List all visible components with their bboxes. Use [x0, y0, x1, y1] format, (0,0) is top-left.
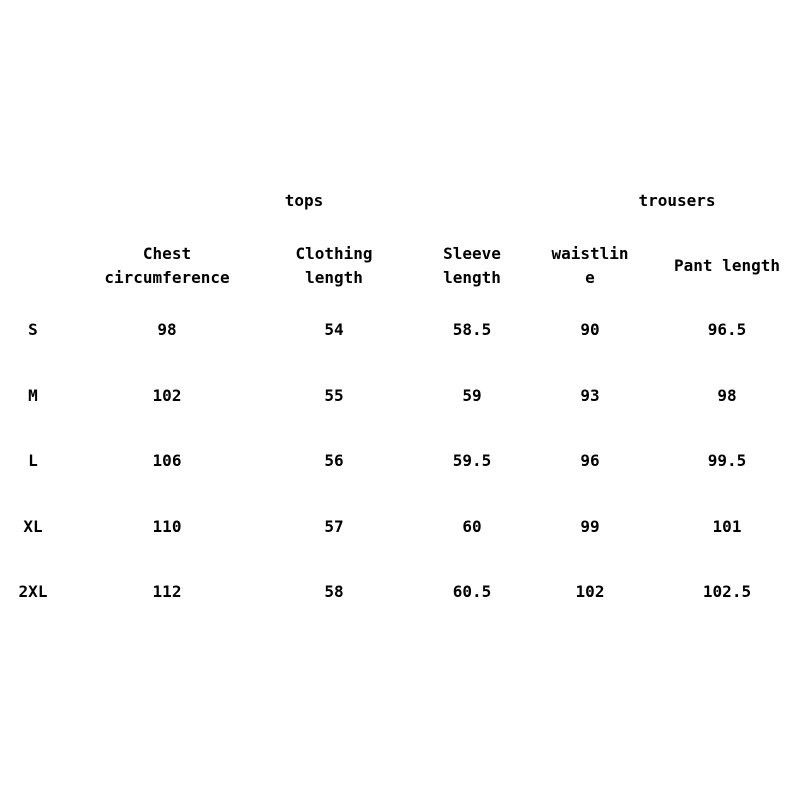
column-header-line: Clothing — [295, 244, 373, 263]
table-cell: 60 — [462, 517, 482, 536]
column-header-line: circumference — [104, 268, 230, 287]
table-cell: 96 — [580, 451, 600, 470]
size-label: M — [28, 386, 38, 405]
table-cell: 57 — [324, 517, 344, 536]
size-label: XL — [23, 517, 43, 536]
table-cell: 59.5 — [452, 451, 492, 470]
column-header-line: e — [585, 268, 595, 287]
column-header-clothing-length — [295, 238, 372, 294]
column-header-sleeve-length — [443, 238, 501, 294]
table-cell: 56 — [324, 451, 344, 470]
table-cell: 90 — [580, 320, 600, 339]
table-cell: 93 — [580, 386, 600, 405]
table-cell: 102 — [575, 582, 605, 601]
table-cell: 98 — [157, 320, 177, 339]
column-header-line: length — [305, 268, 363, 287]
table-cell: 102.5 — [702, 582, 752, 601]
table-cell: 58.5 — [452, 320, 492, 339]
group-title-trousers: trousers — [638, 191, 716, 210]
table-cell: 98 — [717, 386, 737, 405]
size-label: S — [28, 320, 38, 339]
table-cell: 110 — [152, 517, 182, 536]
column-header-line: waistlin — [551, 244, 629, 263]
table-cell: 99 — [580, 517, 600, 536]
table-cell: 112 — [152, 582, 182, 601]
column-header-line: Sleeve — [443, 244, 501, 263]
table-cell: 106 — [152, 451, 182, 470]
table-cell: 96.5 — [707, 320, 747, 339]
table-cell: 54 — [324, 320, 344, 339]
column-header-line: Chest — [142, 244, 192, 263]
table-cell: 101 — [712, 517, 742, 536]
table-cell: 102 — [152, 386, 182, 405]
column-header-line: Pant length — [674, 256, 780, 275]
size-label: L — [28, 451, 38, 470]
table-cell: 99.5 — [707, 451, 747, 470]
table-cell: 58 — [324, 582, 344, 601]
table-cell: 59 — [462, 386, 482, 405]
column-header-waistline — [551, 238, 628, 294]
size-label: 2XL — [18, 582, 48, 601]
column-header-line: length — [443, 268, 501, 287]
table-cell: 55 — [324, 386, 344, 405]
group-title-tops: tops — [284, 191, 324, 210]
table-cell: 60.5 — [452, 582, 492, 601]
column-header-pant-length — [674, 238, 780, 294]
column-header-chest — [104, 238, 229, 294]
